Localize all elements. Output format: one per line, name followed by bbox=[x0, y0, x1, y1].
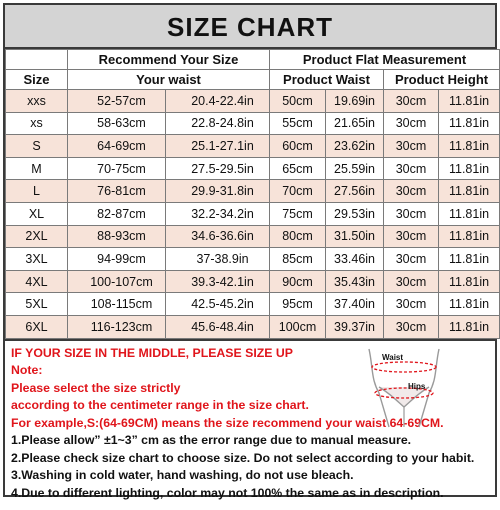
waist-inch-cell: 34.6-36.6in bbox=[166, 225, 270, 248]
product-waist-inch-cell: 37.40in bbox=[326, 293, 384, 316]
size-cell: 3XL bbox=[6, 248, 68, 271]
product-height-cm-cell: 30cm bbox=[384, 112, 439, 135]
product-waist-cm-cell: 60cm bbox=[270, 135, 326, 158]
table-row bbox=[6, 90, 500, 113]
product-height-cm-cell: 30cm bbox=[384, 270, 439, 293]
product-height-inch-cell: 11.81in bbox=[439, 112, 500, 135]
waist-cm-cell: 88-93cm bbox=[68, 225, 166, 248]
product-waist-cm-cell: 75cm bbox=[270, 202, 326, 225]
product-waist-inch-cell: 39.37in bbox=[326, 315, 384, 338]
product-height-cm-cell: 30cm bbox=[384, 90, 439, 113]
product-height-header: Product Height bbox=[384, 70, 500, 90]
waist-inch-cell: 39.3-42.1in bbox=[166, 270, 270, 293]
note-4: 4.Due to different lighting, color may not 100% the same as in description. bbox=[11, 485, 444, 500]
example-note: For example,S:(64-69CM) means the size recommend your waist 64-69CM. bbox=[11, 415, 444, 430]
size-table bbox=[5, 49, 500, 339]
product-waist-cm-cell: 65cm bbox=[270, 157, 326, 180]
size-cell: 5XL bbox=[6, 293, 68, 316]
flat-measurement-header: Product Flat Measurement bbox=[270, 50, 500, 70]
table-row bbox=[6, 270, 500, 293]
product-height-cm-cell: 30cm bbox=[384, 135, 439, 158]
product-height-cm-cell: 30cm bbox=[384, 293, 439, 316]
size-cell: 2XL bbox=[6, 225, 68, 248]
waist-cm-cell: 58-63cm bbox=[68, 112, 166, 135]
size-chart-frame bbox=[3, 3, 497, 500]
note-2: 2.Please check size chart to choose size. Do not select according to your habit. bbox=[11, 450, 475, 465]
note-label: Note: bbox=[11, 363, 43, 378]
product-height-cm-cell: 30cm bbox=[384, 225, 439, 248]
product-waist-inch-cell: 31.50in bbox=[326, 225, 384, 248]
hips-label: Hips bbox=[408, 381, 426, 391]
product-waist-cm-cell: 80cm bbox=[270, 225, 326, 248]
size-cell: 4XL bbox=[6, 270, 68, 293]
product-waist-cm-cell: 90cm bbox=[270, 270, 326, 293]
product-waist-inch-cell: 21.65in bbox=[326, 112, 384, 135]
product-waist-cm-cell: 50cm bbox=[270, 90, 326, 113]
waist-inch-cell: 25.1-27.1in bbox=[166, 135, 270, 158]
product-height-inch-cell: 11.81in bbox=[439, 157, 500, 180]
waist-cm-cell: 70-75cm bbox=[68, 157, 166, 180]
waist-header: Your waist bbox=[68, 70, 270, 90]
product-waist-cm-cell: 95cm bbox=[270, 293, 326, 316]
waist-cm-cell: 76-81cm bbox=[68, 180, 166, 203]
waist-inch-cell: 32.2-34.2in bbox=[166, 202, 270, 225]
note-3: 3.Washing in cold water, hand washing, do not use bleach. bbox=[11, 468, 354, 483]
waist-cm-cell: 108-115cm bbox=[68, 293, 166, 316]
product-waist-inch-cell: 23.62in bbox=[326, 135, 384, 158]
product-waist-inch-cell: 33.46in bbox=[326, 248, 384, 271]
table-row bbox=[6, 248, 500, 271]
product-height-inch-cell: 11.81in bbox=[439, 135, 500, 158]
select-note-2: according to the centimeter range in the size chart. bbox=[11, 398, 309, 413]
waist-inch-cell: 27.5-29.5in bbox=[166, 157, 270, 180]
waist-cm-cell: 82-87cm bbox=[68, 202, 166, 225]
product-waist-inch-cell: 29.53in bbox=[326, 202, 384, 225]
chart-title: SIZE CHART bbox=[5, 5, 495, 49]
product-height-cm-cell: 30cm bbox=[384, 248, 439, 271]
product-height-cm-cell: 30cm bbox=[384, 157, 439, 180]
product-height-inch-cell: 11.81in bbox=[439, 315, 500, 338]
body-measure-figure bbox=[349, 343, 459, 429]
product-waist-header: Product Waist bbox=[270, 70, 384, 90]
product-waist-cm-cell: 70cm bbox=[270, 180, 326, 203]
product-height-cm-cell: 30cm bbox=[384, 315, 439, 338]
table-row bbox=[6, 293, 500, 316]
product-height-inch-cell: 11.81in bbox=[439, 180, 500, 203]
waist-cm-cell: 100-107cm bbox=[68, 270, 166, 293]
notes-section bbox=[5, 339, 495, 510]
size-cell: 6XL bbox=[6, 315, 68, 338]
product-waist-inch-cell: 25.59in bbox=[326, 157, 384, 180]
size-cell: XL bbox=[6, 202, 68, 225]
size-cell: M bbox=[6, 157, 68, 180]
table-row bbox=[6, 315, 500, 338]
size-up-note: IF YOUR SIZE IN THE MIDDLE, PLEASE SIZE UP bbox=[11, 345, 293, 360]
size-header: Size bbox=[6, 70, 68, 90]
product-waist-cm-cell: 100cm bbox=[270, 315, 326, 338]
table-row bbox=[6, 157, 500, 180]
size-rows bbox=[6, 90, 500, 339]
table-row bbox=[6, 135, 500, 158]
product-height-inch-cell: 11.81in bbox=[439, 293, 500, 316]
waist-cm-cell: 52-57cm bbox=[68, 90, 166, 113]
waist-cm-cell: 116-123cm bbox=[68, 315, 166, 338]
note-1: 1.Please allow” ±1~3” cm as the error range due to manual measure. bbox=[11, 433, 412, 448]
table-row bbox=[6, 225, 500, 248]
waist-inch-cell: 29.9-31.8in bbox=[166, 180, 270, 203]
waist-inch-cell: 45.6-48.4in bbox=[166, 315, 270, 338]
size-cell: L bbox=[6, 180, 68, 203]
product-height-inch-cell: 11.81in bbox=[439, 248, 500, 271]
product-height-cm-cell: 30cm bbox=[384, 180, 439, 203]
size-cell: S bbox=[6, 135, 68, 158]
waist-inch-cell: 22.8-24.8in bbox=[166, 112, 270, 135]
product-waist-cm-cell: 55cm bbox=[270, 112, 326, 135]
table-row bbox=[6, 112, 500, 135]
size-cell: xxs bbox=[6, 90, 68, 113]
product-height-inch-cell: 11.81in bbox=[439, 270, 500, 293]
product-height-inch-cell: 11.81in bbox=[439, 90, 500, 113]
size-header-blank bbox=[6, 50, 68, 70]
table-row bbox=[6, 180, 500, 203]
waist-inch-cell: 42.5-45.2in bbox=[166, 293, 270, 316]
product-waist-inch-cell: 35.43in bbox=[326, 270, 384, 293]
product-waist-inch-cell: 27.56in bbox=[326, 180, 384, 203]
waist-inch-cell: 20.4-22.4in bbox=[166, 90, 270, 113]
product-height-inch-cell: 11.81in bbox=[439, 225, 500, 248]
waist-cm-cell: 64-69cm bbox=[68, 135, 166, 158]
table-row bbox=[6, 202, 500, 225]
product-height-inch-cell: 11.81in bbox=[439, 202, 500, 225]
product-height-cm-cell: 30cm bbox=[384, 202, 439, 225]
product-waist-cm-cell: 85cm bbox=[270, 248, 326, 271]
waist-inch-cell: 37-38.9in bbox=[166, 248, 270, 271]
waist-cm-cell: 94-99cm bbox=[68, 248, 166, 271]
size-cell: xs bbox=[6, 112, 68, 135]
product-waist-inch-cell: 19.69in bbox=[326, 90, 384, 113]
recommend-header: Recommend Your Size bbox=[68, 50, 270, 70]
waist-label: Waist bbox=[382, 352, 404, 362]
select-note-1: Please select the size strictly bbox=[11, 380, 181, 395]
